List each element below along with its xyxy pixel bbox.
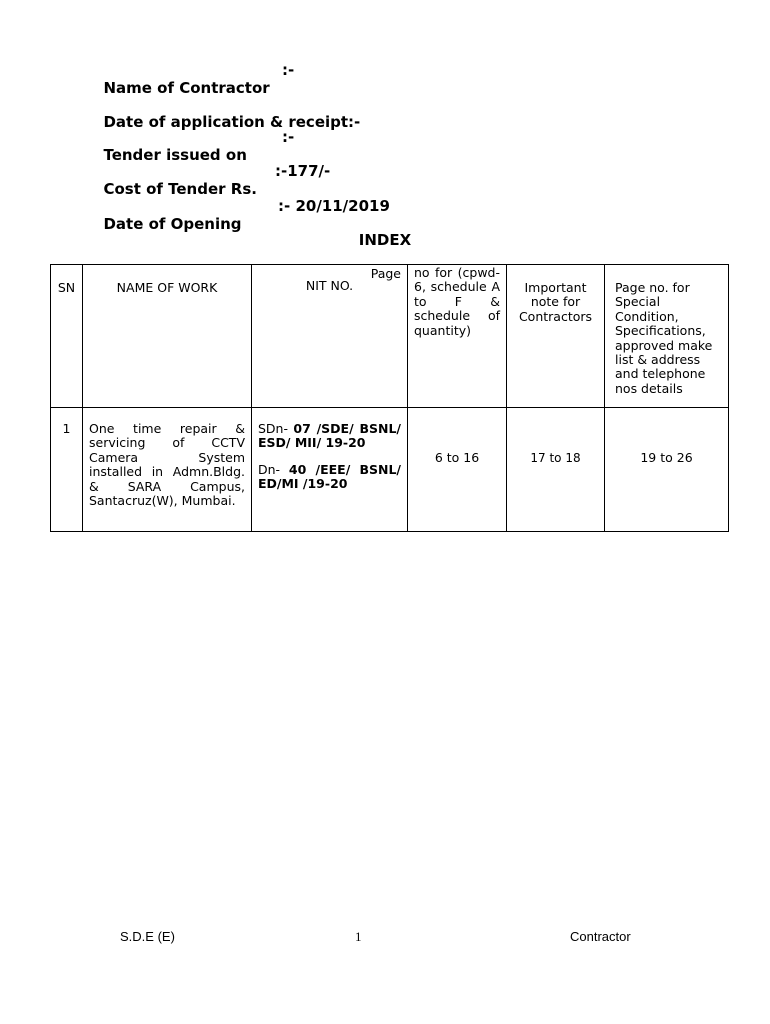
- row-sn: 1: [62, 421, 71, 436]
- row-nit-2-prefix: Dn-: [258, 461, 281, 477]
- col-nit-label: NIT NO.: [305, 278, 354, 294]
- row-spec-pages: 19 to 26: [640, 450, 693, 465]
- row-work-cell: [83, 408, 252, 532]
- cost-value: :-177/-: [275, 162, 331, 180]
- row-nit-cell: [252, 408, 408, 532]
- row-nit-2: [252, 457, 407, 498]
- row-nit-2-value: 40 /EEE/ BSNL/ ED/MI /19-20: [258, 461, 401, 492]
- row-spec-cell: [605, 408, 729, 532]
- footer-contractor-label: Contractor: [570, 929, 631, 944]
- row-pages: 6 to 16: [434, 450, 480, 465]
- col-page: [408, 265, 507, 408]
- contractor-label: Name of Contractor: [103, 79, 270, 97]
- cost-label: Cost of Tender Rs.: [103, 180, 257, 198]
- row-work: One time repair & servicing of CCTV Camera System installed in Admn.Bldg. & SARA Campus, Santacruz(W), Mumbai.: [89, 421, 245, 509]
- opening-label: Date of Opening: [103, 215, 242, 233]
- application-line: [93, 95, 360, 131]
- col-note-label: Important note for Contractors: [518, 280, 593, 324]
- row-pages-cell: [408, 408, 507, 532]
- application-label: Date of application & receipt:-: [103, 113, 361, 131]
- opening-value: :- 20/11/2019: [278, 197, 390, 215]
- row-nit-1-prefix: SDn-: [258, 421, 288, 436]
- col-page-top-label: Page: [370, 266, 401, 281]
- index-table: [50, 264, 729, 532]
- col-sn-label: SN: [57, 280, 76, 295]
- index-title: INDEX: [358, 231, 412, 249]
- tender-issued-label: Tender issued on: [103, 146, 247, 164]
- col-note: [507, 265, 605, 408]
- col-sn: [51, 265, 83, 408]
- col-spec: [605, 265, 729, 408]
- row-nit-1: [252, 408, 407, 457]
- table-header-row: [51, 265, 729, 408]
- col-page-label: no for (cpwd-6, schedule A to F & schedule of quantity): [414, 265, 500, 338]
- row-note-pages: 17 to 18: [530, 451, 581, 465]
- table-row: [51, 408, 729, 532]
- footer-page-number: 1: [355, 929, 362, 944]
- footer-sde-label: S.D.E (E): [120, 929, 175, 944]
- row-note-cell: [507, 408, 605, 532]
- contractor-separator: :-: [282, 61, 295, 79]
- col-work-label: NAME OF WORK: [116, 280, 218, 295]
- col-nit: [252, 265, 408, 408]
- tender-issued-separator: :-: [282, 128, 295, 146]
- col-spec-label: Page no. for Special Condition, Specifications, approved make list & address and telephone nos details: [615, 280, 713, 396]
- row-nit-1-value: 07 /SDE/ BSNL/ ESD/ MII/ 19-20: [258, 421, 401, 451]
- col-work: [83, 265, 252, 408]
- row-sn-cell: [51, 408, 83, 532]
